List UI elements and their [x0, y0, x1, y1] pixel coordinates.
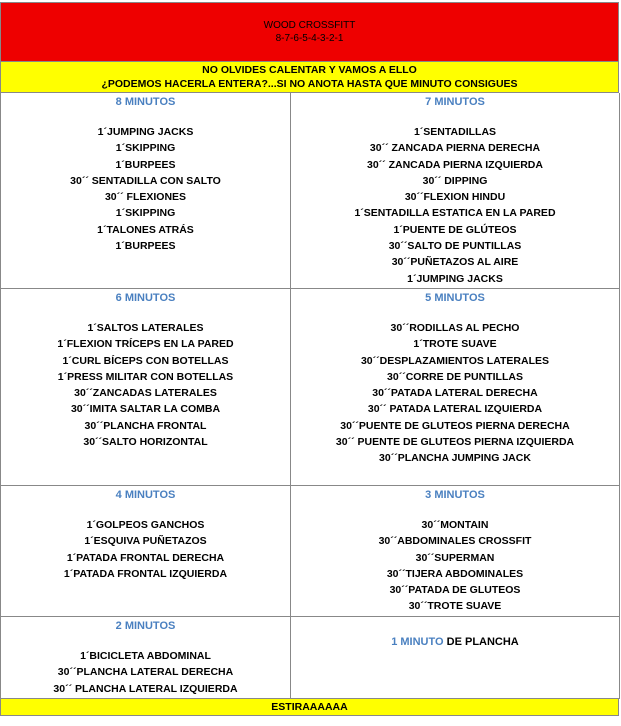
block-6-minutes	[1, 289, 291, 486]
exercise-item: 1´SKIPPING	[115, 142, 176, 155]
block-8-minutes	[1, 93, 291, 289]
exercise-item: 1´TROTE SUAVE	[413, 338, 497, 351]
workout-sequence: 8-7-6-5-4-3-2-1	[275, 33, 344, 44]
one-minute-exercise: DE PLANCHA	[446, 636, 519, 648]
exercise-item: 30´´PLANCHA FRONTAL	[84, 419, 207, 432]
block-heading: 2 MINUTOS	[115, 620, 176, 632]
exercise-item: 1´SENTADILLAS	[413, 126, 497, 138]
exercise-item: 30´´IMITA SALTAR LA COMBA	[70, 403, 221, 416]
title-banner	[0, 2, 619, 62]
exercise-item: 1´SKIPPING	[115, 207, 176, 220]
exercise-item: 1´BURPEES	[115, 240, 176, 253]
exercise-list	[291, 517, 619, 615]
block-3-minutes	[291, 486, 620, 617]
exercise-list	[291, 320, 619, 467]
exercise-item: 1´SENTADILLA ESTATICA EN LA PARED	[354, 207, 556, 220]
exercise-list	[291, 124, 619, 287]
block-7-minutes	[291, 93, 620, 289]
exercise-list	[1, 517, 290, 582]
block-heading: 7 MINUTOS	[425, 96, 485, 108]
notice-banner	[0, 62, 619, 93]
exercise-item: 30´´SALTO DE PUNTILLAS	[388, 240, 522, 253]
exercise-item: 1´SALTOS LATERALES	[87, 322, 204, 334]
block-heading: 4 MINUTOS	[115, 489, 176, 501]
exercise-item: 30´´ ZANCADA PIERNA DERECHA	[369, 142, 541, 155]
exercise-list	[1, 320, 290, 450]
exercise-item: 30´´PATADA LATERAL DERECHA	[372, 387, 538, 400]
exercise-item: 1´JUMPING JACKS	[407, 272, 503, 285]
exercise-item: 30´´ DIPPING	[422, 174, 488, 187]
exercise-item: 30´´RODILLAS AL PECHO	[390, 322, 520, 334]
exercise-item: 30´´ABDOMINALES CROSSFIT	[378, 535, 532, 548]
notice-line-1: NO OLVIDES CALENTAR Y VAMOS A ELLO	[202, 64, 417, 76]
exercise-item: 30´´SUPERMAN	[415, 551, 495, 564]
exercise-item: 30´´PATADA DE GLUTEOS	[389, 584, 521, 597]
exercise-item: 1´FLEXION TRÍCEPS EN LA PARED	[57, 338, 234, 351]
block-4-minutes	[1, 486, 291, 617]
exercise-item: 30´´PUENTE DE GLUTEOS PIERNA DERECHA	[340, 419, 570, 432]
exercise-item: 30´´TROTE SUAVE	[408, 600, 502, 613]
exercise-item: 1´PRESS MILITAR CON BOTELLAS	[57, 370, 234, 383]
notice-line-2: ¿PODEMOS HACERLA ENTERA?...SI NO ANOTA HASTA QUE MINUTO CONSIGUES	[101, 78, 518, 90]
exercise-item: 30´´FLEXION HINDU	[404, 191, 506, 204]
exercise-item: 1´PATADA FRONTAL DERECHA	[66, 551, 225, 564]
exercise-item: 30´´PLANCHA JUMPING JACK	[379, 452, 531, 465]
exercise-item: 30´´ PATADA LATERAL IZQUIERDA	[367, 403, 543, 416]
exercise-item: 30´´ SENTADILLA CON SALTO	[70, 174, 221, 187]
exercise-item: 30´´SALTO HORIZONTAL	[83, 436, 208, 449]
exercise-item: 1´BICICLETA ABDOMINAL	[80, 650, 211, 662]
block-1-minute	[291, 617, 620, 699]
exercise-item: 1´ESQUIVA PUÑETAZOS	[84, 535, 207, 548]
exercise-item: 30´´ FLEXIONES	[104, 191, 187, 204]
exercise-item: 1´PUENTE DE GLÚTEOS	[393, 223, 517, 236]
block-heading: 6 MINUTOS	[115, 292, 176, 304]
exercise-item: 1´TALONES ATRÁS	[97, 223, 194, 236]
one-minute-line	[291, 636, 619, 648]
block-heading: 3 MINUTOS	[425, 489, 485, 501]
block-heading: 5 MINUTOS	[425, 292, 485, 304]
workout-sheet	[0, 2, 619, 716]
exercise-item: 30´´ PUENTE DE GLUTEOS PIERNA IZQUIERDA	[335, 436, 575, 449]
exercise-item: 30´´DESPLAZAMIENTOS LATERALES	[360, 354, 550, 367]
exercise-item: 30´´MONTAIN	[421, 519, 489, 531]
workout-title: WOOD CROSSFITT	[263, 20, 356, 31]
exercise-item: 30´´ ZANCADA PIERNA IZQUIERDA	[367, 158, 543, 171]
exercise-item: 30´´ PLANCHA LATERAL IZQUIERDA	[53, 682, 238, 695]
block-2-minutes	[1, 617, 291, 699]
exercise-item: 1´BURPEES	[115, 158, 176, 171]
block-5-minutes	[291, 289, 620, 486]
exercise-item: 30´´PLANCHA LATERAL DERECHA	[57, 666, 234, 679]
one-minute-label: 1 MINUTO	[391, 636, 444, 648]
exercise-item: 30´´PUÑETAZOS AL AIRE	[391, 256, 519, 269]
exercise-item: 1´PATADA FRONTAL IZQUIERDA	[63, 567, 228, 580]
exercise-item: 30´´TIJERA ABDOMINALES	[386, 567, 524, 580]
footer-banner: ESTIRAAAAAA	[0, 699, 619, 716]
minutes-grid	[0, 93, 619, 699]
exercise-item: 30´´ZANCADAS LATERALES	[74, 387, 217, 400]
exercise-list	[1, 648, 290, 697]
exercise-item: 1´CURL BÍCEPS CON BOTELLAS	[62, 354, 229, 367]
block-heading: 8 MINUTOS	[115, 96, 176, 108]
exercise-item: 1´GOLPEOS GANCHOS	[86, 519, 205, 531]
exercise-list	[1, 124, 290, 254]
exercise-item: 30´´CORRE DE PUNTILLAS	[387, 370, 523, 383]
exercise-item: 1´JUMPING JACKS	[97, 126, 194, 138]
